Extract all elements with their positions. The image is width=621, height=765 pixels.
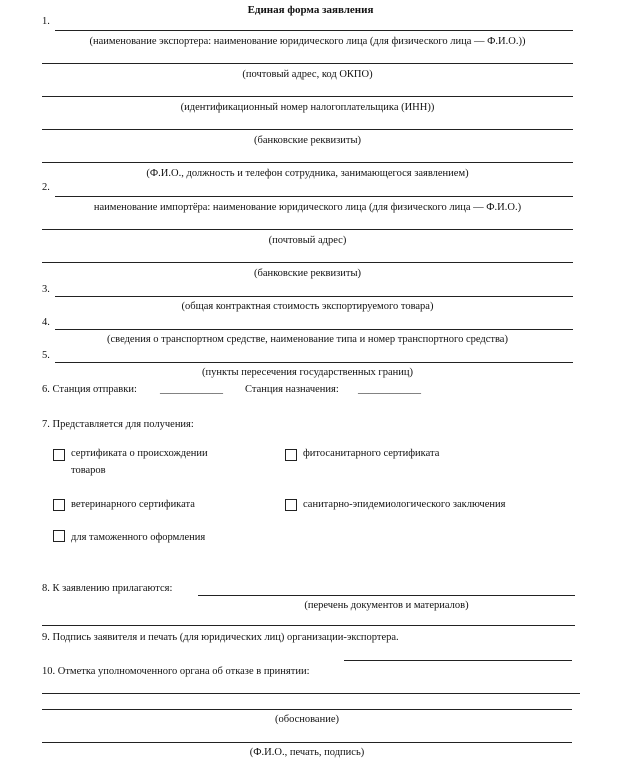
- destination-station-blank[interactable]: ____________: [358, 384, 421, 395]
- exporter-inn-field[interactable]: [42, 96, 573, 97]
- veterinary-certificate-label: ветеринарного сертификата: [71, 499, 195, 510]
- importer-name-field[interactable]: [55, 196, 573, 197]
- phytosanitary-certificate-label: фитосанитарного сертификата: [303, 448, 440, 459]
- refusal-signature-field[interactable]: [42, 742, 572, 743]
- refusal-reason-field-line2[interactable]: [42, 709, 572, 710]
- employee-contact-field[interactable]: [42, 162, 573, 163]
- exporter-name-caption: (наименование экспортера: наименование юридического лица (для физического лица — Ф.И.О.)): [89, 36, 526, 47]
- exporter-address-field[interactable]: [42, 63, 573, 64]
- departure-station-blank[interactable]: ____________: [160, 384, 223, 395]
- section-1-number: 1.: [42, 16, 50, 27]
- employee-contact-caption: (Ф.И.О., должность и телефон сотрудника, занимающегося заявлением): [146, 168, 469, 179]
- importer-address-caption: (почтовый адрес): [268, 235, 347, 246]
- applicant-signature-field[interactable]: [344, 660, 572, 661]
- section-4-number: 4.: [42, 317, 50, 328]
- border-points-field[interactable]: [55, 362, 573, 363]
- exporter-bank-caption: (банковские реквизиты): [254, 135, 361, 146]
- transport-info-caption: (сведения о транспортном средстве, наименование типа и номер транспортного средства): [107, 334, 508, 345]
- purpose-label: 7. Представляется для получения:: [42, 419, 194, 430]
- customs-clearance-checkbox[interactable]: [53, 530, 65, 542]
- attachments-field-line2[interactable]: [42, 625, 575, 626]
- border-points-caption: (пункты пересечения государственных границ): [202, 367, 413, 378]
- contract-value-field[interactable]: [55, 296, 573, 297]
- attachments-label: 8. К заявлению прилагаются:: [42, 583, 173, 594]
- phytosanitary-certificate-checkbox[interactable]: [285, 449, 297, 461]
- refusal-reason-field[interactable]: [42, 693, 580, 694]
- section-5-number: 5.: [42, 350, 50, 361]
- refusal-reason-caption: (обоснование): [274, 714, 339, 725]
- section-2-number: 2.: [42, 182, 50, 193]
- form-title: Единая форма заявления: [247, 4, 374, 16]
- exporter-name-field[interactable]: [55, 30, 573, 31]
- origin-certificate-label-line2: товаров: [71, 465, 106, 476]
- customs-clearance-label: для таможенного оформления: [71, 532, 206, 543]
- importer-bank-caption: (банковские реквизиты): [254, 268, 361, 279]
- applicant-signature-label: 9. Подпись заявителя и печать (для юридических лиц) организации-экспортера.: [42, 632, 399, 643]
- attachments-field[interactable]: [198, 595, 575, 596]
- refusal-mark-label: 10. Отметка уполномоченного органа об отказе в принятии:: [42, 666, 310, 677]
- origin-certificate-checkbox[interactable]: [53, 449, 65, 461]
- sanitary-conclusion-checkbox[interactable]: [285, 499, 297, 511]
- exporter-address-caption: (почтовый адрес, код ОКПО): [242, 69, 373, 80]
- veterinary-certificate-checkbox[interactable]: [53, 499, 65, 511]
- transport-info-field[interactable]: [55, 329, 573, 330]
- importer-address-field[interactable]: [42, 229, 573, 230]
- exporter-inn-caption: (идентификационный номер налогоплательщика (ИНН)): [180, 102, 435, 113]
- contract-value-caption: (общая контрактная стоимость экспортируемого товара): [181, 301, 434, 312]
- destination-station-label: Станция назначения:: [245, 384, 339, 395]
- section-3-number: 3.: [42, 284, 50, 295]
- attachments-caption: (перечень документов и материалов): [304, 600, 469, 611]
- exporter-bank-field[interactable]: [42, 129, 573, 130]
- importer-name-caption: наименование импортёра: наименование юридического лица (для физического лица — Ф.И.О.): [93, 202, 522, 213]
- refusal-signature-caption: (Ф.И.О., печать, подпись): [249, 747, 365, 758]
- importer-bank-field[interactable]: [42, 262, 573, 263]
- departure-station-label: 6. Станция отправки:: [42, 384, 137, 395]
- origin-certificate-label: сертификата о происхождении: [71, 448, 208, 459]
- sanitary-conclusion-label: санитарно-эпидемиологического заключения: [303, 499, 506, 510]
